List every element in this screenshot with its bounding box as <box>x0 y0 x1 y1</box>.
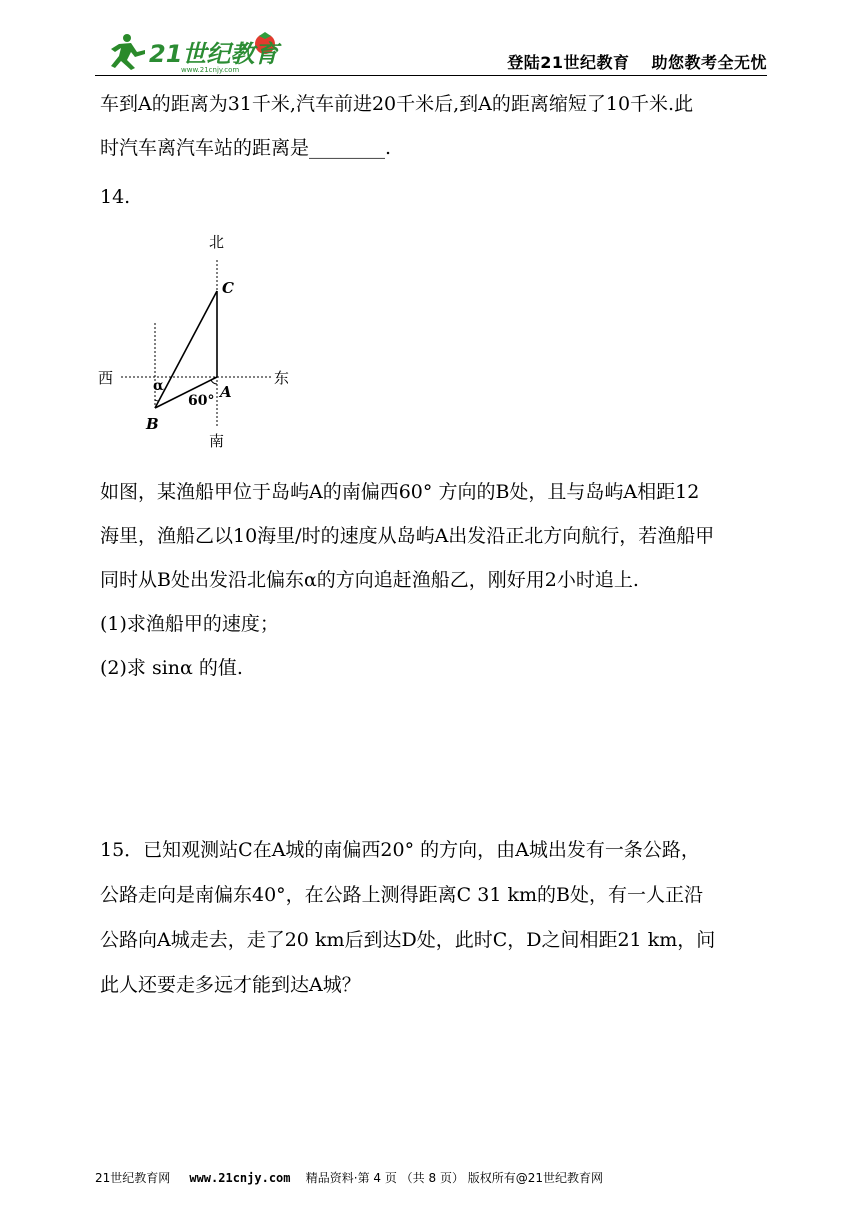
q14-number: 14. <box>100 186 131 208</box>
segment-bc <box>155 291 217 408</box>
q14-line-1: 如图，某渔船甲位于岛屿A的南偏西60° 方向的B处，且与岛屿A相距12 <box>100 481 700 503</box>
label-south: 南 <box>209 432 225 450</box>
q15-text <box>100 828 780 1008</box>
q15-line-1: 15．已知观测站C在A城的南偏西20° 的方向，由A城出发有一条公路， <box>100 839 700 861</box>
q14-part-2: (2)求 sinα 的值. <box>100 657 243 679</box>
header-slogan <box>507 50 767 73</box>
label-c: C <box>222 279 234 297</box>
header-divider <box>95 75 767 77</box>
label-60-degree: 60° <box>188 393 215 409</box>
label-alpha: α <box>153 378 164 394</box>
label-west: 西 <box>98 369 114 387</box>
q13-line-2: 时汽车离汽车站的距离是________. <box>100 137 392 159</box>
q15-line-3: 公路向A城走去，走了20 km后到达D处，此时C，D之间相距21 km，问 <box>100 929 716 951</box>
q13-line-1: 车到A的距离为31千米,汽车前进20千米后,到A的距离缩短了10千米.此 <box>100 93 694 115</box>
q14-line-3: 同时从B处出发沿北偏东α的方向追赶渔船乙，刚好用2小时追上. <box>100 569 639 591</box>
footer-right: 精品资料·第 4 页 （共 8 页） 版权所有@21世纪教育网 <box>305 1171 604 1185</box>
label-a: A <box>220 383 232 401</box>
header-tagline: 助您教考全无忧 <box>651 53 767 72</box>
logo-text: 21世纪教育 <box>149 40 279 68</box>
label-east: 东 <box>274 369 290 387</box>
page-footer <box>95 1169 775 1186</box>
q14-part-1: (1)求渔船甲的速度； <box>100 613 279 635</box>
footer-left: 21世纪教育网 <box>95 1171 171 1185</box>
q13-continuation <box>100 82 780 170</box>
footer-site-link[interactable]: www.21cnjy.com <box>189 1171 291 1185</box>
site-logo <box>105 30 285 74</box>
q14-direction-figure <box>96 230 306 455</box>
page-header <box>95 28 767 76</box>
logo-url: www.21cnjy.com <box>181 66 240 74</box>
q14-text <box>100 470 780 690</box>
label-b: B <box>146 415 159 433</box>
header-login-text: 登陆21世纪教育 <box>507 53 630 72</box>
q15-line-2: 公路走向是南偏东40°，在公路上测得距离C 31 km的B处，有一人正沿 <box>100 884 703 906</box>
label-north: 北 <box>209 233 225 251</box>
angle-arc-a <box>211 380 217 384</box>
q15-line-4: 此人还要走多远才能到达A城？ <box>100 974 361 996</box>
q14-line-2: 海里，渔船乙以10海里/时的速度从岛屿A出发沿正北方向航行，若渔船甲 <box>100 525 715 547</box>
